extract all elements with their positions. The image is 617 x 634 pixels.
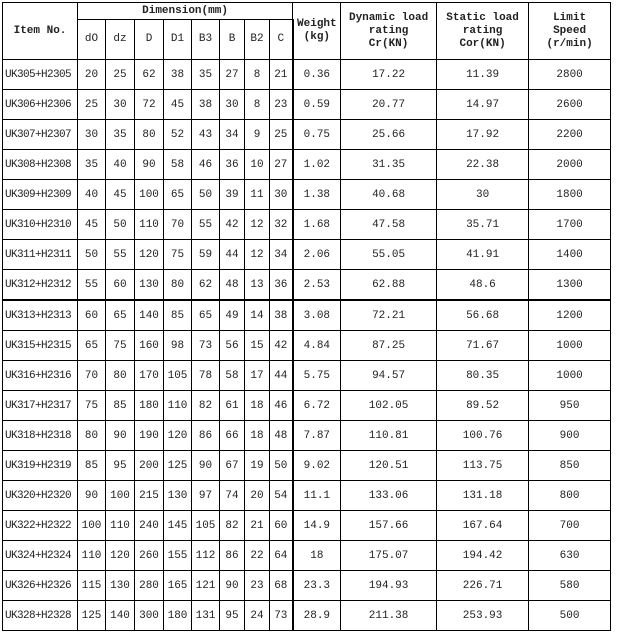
cell-d: 160 [135, 331, 164, 361]
cell-b2: 23 [245, 571, 270, 601]
table-row [3, 571, 611, 601]
header-static-line-1: Static load [446, 11, 519, 24]
cell-c: 25 [270, 120, 293, 150]
cell-b: 44 [220, 240, 245, 270]
cell-b2: 19 [245, 451, 270, 481]
cell-d0: 115 [78, 571, 106, 601]
cell-b2: 20 [245, 481, 270, 511]
cell-weight: 7.87 [293, 421, 341, 451]
cell-d0: 25 [78, 90, 106, 120]
header-dimension-group: Dimension(mm) [78, 3, 293, 20]
table-row [3, 511, 611, 541]
cell-static-load: 14.97 [437, 90, 529, 120]
cell-item-no: UK308+H2308 [3, 150, 78, 180]
cell-d: 280 [135, 571, 164, 601]
cell-limit-speed: 800 [529, 481, 611, 511]
header-dynamic-line-2: rating [368, 24, 409, 37]
cell-b: 34 [220, 120, 245, 150]
cell-d0: 30 [78, 120, 106, 150]
cell-b3: 78 [192, 361, 220, 391]
cell-d0: 110 [78, 541, 106, 571]
cell-item-no: UK324+H2324 [3, 541, 78, 571]
cell-b3: 90 [192, 451, 220, 481]
cell-item-no: UK322+H2322 [3, 511, 78, 541]
table-row [3, 180, 611, 210]
table-row [3, 270, 611, 301]
cell-weight: 0.36 [293, 60, 341, 90]
cell-b2: 15 [245, 331, 270, 361]
cell-d1: 65 [164, 180, 192, 210]
header-dim-c: C [270, 20, 293, 60]
cell-b3: 97 [192, 481, 220, 511]
cell-c: 46 [270, 391, 293, 421]
cell-static-load: 100.76 [437, 421, 529, 451]
header-dynamic-load [341, 3, 437, 60]
cell-dynamic-load: 94.57 [341, 361, 437, 391]
header-weight-line-1: Weight [297, 18, 337, 30]
header-weight [293, 3, 341, 60]
cell-item-no: UK316+H2316 [3, 361, 78, 391]
cell-dynamic-load: 40.68 [341, 180, 437, 210]
cell-item-no: UK315+H2315 [3, 331, 78, 361]
header-dim-d1: D1 [164, 20, 192, 60]
cell-d: 260 [135, 541, 164, 571]
cell-dynamic-load: 20.77 [341, 90, 437, 120]
cell-c: 54 [270, 481, 293, 511]
cell-dz: 120 [106, 541, 135, 571]
cell-limit-speed: 700 [529, 511, 611, 541]
cell-c: 21 [270, 60, 293, 90]
cell-static-load: 253.93 [437, 601, 529, 631]
cell-d1: 120 [164, 421, 192, 451]
cell-d1: 125 [164, 451, 192, 481]
table-row [3, 210, 611, 240]
cell-b2: 21 [245, 511, 270, 541]
header-dim-b3: B3 [192, 20, 220, 60]
cell-limit-speed: 1400 [529, 240, 611, 270]
cell-b3: 43 [192, 120, 220, 150]
cell-item-no: UK312+H2312 [3, 270, 78, 301]
cell-d: 190 [135, 421, 164, 451]
cell-item-no: UK310+H2310 [3, 210, 78, 240]
cell-dynamic-load: 55.05 [341, 240, 437, 270]
cell-d0: 40 [78, 180, 106, 210]
cell-weight: 0.59 [293, 90, 341, 120]
cell-b3: 112 [192, 541, 220, 571]
cell-d1: 85 [164, 300, 192, 331]
cell-item-no: UK313+H2313 [3, 300, 78, 331]
cell-b: 49 [220, 300, 245, 331]
cell-d: 110 [135, 210, 164, 240]
cell-dynamic-load: 47.58 [341, 210, 437, 240]
cell-dz: 75 [106, 331, 135, 361]
cell-c: 64 [270, 541, 293, 571]
cell-b3: 62 [192, 270, 220, 301]
cell-d1: 145 [164, 511, 192, 541]
cell-b: 61 [220, 391, 245, 421]
cell-c: 44 [270, 361, 293, 391]
table-row [3, 150, 611, 180]
cell-dynamic-load: 120.51 [341, 451, 437, 481]
header-dim-b2: B2 [245, 20, 270, 60]
cell-b: 95 [220, 601, 245, 631]
cell-b: 86 [220, 541, 245, 571]
cell-weight: 18 [293, 541, 341, 571]
cell-dynamic-load: 211.38 [341, 601, 437, 631]
cell-d0: 80 [78, 421, 106, 451]
cell-d0: 20 [78, 60, 106, 90]
cell-dz: 30 [106, 90, 135, 120]
cell-dynamic-load: 110.81 [341, 421, 437, 451]
cell-b: 36 [220, 150, 245, 180]
cell-limit-speed: 900 [529, 421, 611, 451]
table-row [3, 300, 611, 331]
cell-item-no: UK309+H2309 [3, 180, 78, 210]
cell-b3: 59 [192, 240, 220, 270]
cell-b3: 86 [192, 421, 220, 451]
cell-b: 27 [220, 60, 245, 90]
cell-d1: 80 [164, 270, 192, 301]
cell-dynamic-load: 157.66 [341, 511, 437, 541]
cell-b: 74 [220, 481, 245, 511]
cell-d: 300 [135, 601, 164, 631]
cell-weight: 9.02 [293, 451, 341, 481]
cell-dynamic-load: 72.21 [341, 300, 437, 331]
cell-dynamic-load: 25.66 [341, 120, 437, 150]
table-row [3, 120, 611, 150]
cell-d: 240 [135, 511, 164, 541]
cell-dz: 55 [106, 240, 135, 270]
cell-d0: 90 [78, 481, 106, 511]
table-row [3, 331, 611, 361]
cell-dz: 80 [106, 361, 135, 391]
cell-weight: 2.06 [293, 240, 341, 270]
cell-dynamic-load: 102.05 [341, 391, 437, 421]
cell-dz: 110 [106, 511, 135, 541]
cell-d1: 155 [164, 541, 192, 571]
cell-dynamic-load: 194.93 [341, 571, 437, 601]
cell-static-load: 71.67 [437, 331, 529, 361]
header-weight-line-2: (kg) [303, 31, 331, 43]
cell-b: 30 [220, 90, 245, 120]
cell-b2: 10 [245, 150, 270, 180]
cell-dz: 95 [106, 451, 135, 481]
cell-dz: 130 [106, 571, 135, 601]
cell-b3: 82 [192, 391, 220, 421]
cell-weight: 5.75 [293, 361, 341, 391]
cell-b: 58 [220, 361, 245, 391]
cell-d0: 125 [78, 601, 106, 631]
cell-limit-speed: 2200 [529, 120, 611, 150]
cell-b2: 17 [245, 361, 270, 391]
cell-c: 68 [270, 571, 293, 601]
cell-d0: 65 [78, 331, 106, 361]
cell-d: 200 [135, 451, 164, 481]
cell-item-no: UK328+H2328 [3, 601, 78, 631]
cell-static-load: 41.91 [437, 240, 529, 270]
cell-b: 56 [220, 331, 245, 361]
cell-d1: 45 [164, 90, 192, 120]
cell-static-load: 131.18 [437, 481, 529, 511]
cell-c: 30 [270, 180, 293, 210]
cell-d1: 130 [164, 481, 192, 511]
cell-d0: 50 [78, 240, 106, 270]
cell-weight: 11.1 [293, 481, 341, 511]
cell-limit-speed: 1200 [529, 300, 611, 331]
cell-limit-speed: 1000 [529, 361, 611, 391]
cell-limit-speed: 1700 [529, 210, 611, 240]
cell-d0: 85 [78, 451, 106, 481]
header-dynamic-line-1: Dynamic load [348, 11, 429, 24]
cell-limit-speed: 2000 [529, 150, 611, 180]
cell-b2: 9 [245, 120, 270, 150]
cell-weight: 28.9 [293, 601, 341, 631]
cell-d0: 45 [78, 210, 106, 240]
cell-item-no: UK306+H2306 [3, 90, 78, 120]
cell-static-load: 167.64 [437, 511, 529, 541]
cell-d0: 75 [78, 391, 106, 421]
cell-c: 27 [270, 150, 293, 180]
cell-b2: 22 [245, 541, 270, 571]
cell-item-no: UK305+H2305 [3, 60, 78, 90]
cell-item-no: UK326+H2326 [3, 571, 78, 601]
cell-d1: 98 [164, 331, 192, 361]
cell-static-load: 22.38 [437, 150, 529, 180]
header-static-line-2: rating [462, 24, 503, 37]
header-static-load [437, 3, 529, 60]
table-row [3, 391, 611, 421]
cell-d0: 100 [78, 511, 106, 541]
cell-b: 48 [220, 270, 245, 301]
table-row [3, 240, 611, 270]
cell-c: 23 [270, 90, 293, 120]
cell-b2: 12 [245, 240, 270, 270]
cell-d0: 35 [78, 150, 106, 180]
cell-d1: 52 [164, 120, 192, 150]
cell-b: 39 [220, 180, 245, 210]
table-row [3, 481, 611, 511]
cell-dz: 50 [106, 210, 135, 240]
cell-dynamic-load: 175.07 [341, 541, 437, 571]
cell-b3: 131 [192, 601, 220, 631]
cell-static-load: 89.52 [437, 391, 529, 421]
cell-dz: 65 [106, 300, 135, 331]
cell-c: 38 [270, 300, 293, 331]
cell-b2: 24 [245, 601, 270, 631]
cell-d: 130 [135, 270, 164, 301]
cell-b3: 121 [192, 571, 220, 601]
cell-d: 80 [135, 120, 164, 150]
cell-weight: 1.38 [293, 180, 341, 210]
cell-c: 50 [270, 451, 293, 481]
cell-weight: 6.72 [293, 391, 341, 421]
cell-item-no: UK320+H2320 [3, 481, 78, 511]
cell-b2: 8 [245, 90, 270, 120]
header-static-line-3: Cor(KN) [459, 37, 506, 50]
header-limit-speed [529, 3, 611, 60]
table-header [3, 3, 611, 60]
cell-item-no: UK319+H2319 [3, 451, 78, 481]
cell-b2: 18 [245, 421, 270, 451]
cell-d1: 105 [164, 361, 192, 391]
cell-static-load: 113.75 [437, 451, 529, 481]
cell-dz: 140 [106, 601, 135, 631]
cell-d1: 180 [164, 601, 192, 631]
cell-static-load: 17.92 [437, 120, 529, 150]
cell-d: 140 [135, 300, 164, 331]
cell-b3: 55 [192, 210, 220, 240]
table-row [3, 361, 611, 391]
cell-dz: 100 [106, 481, 135, 511]
cell-weight: 2.53 [293, 270, 341, 301]
cell-c: 42 [270, 331, 293, 361]
cell-dynamic-load: 62.88 [341, 270, 437, 301]
cell-c: 36 [270, 270, 293, 301]
cell-weight: 3.08 [293, 300, 341, 331]
cell-static-load: 30 [437, 180, 529, 210]
cell-b2: 18 [245, 391, 270, 421]
cell-dz: 40 [106, 150, 135, 180]
bearing-spec-table [2, 2, 611, 631]
table-row [3, 451, 611, 481]
cell-static-load: 80.35 [437, 361, 529, 391]
cell-weight: 23.3 [293, 571, 341, 601]
cell-limit-speed: 950 [529, 391, 611, 421]
header-item-no: Item No. [3, 3, 78, 60]
cell-c: 73 [270, 601, 293, 631]
cell-dynamic-load: 17.22 [341, 60, 437, 90]
cell-weight: 14.9 [293, 511, 341, 541]
cell-b2: 14 [245, 300, 270, 331]
cell-weight: 1.68 [293, 210, 341, 240]
cell-static-load: 11.39 [437, 60, 529, 90]
cell-d1: 110 [164, 391, 192, 421]
cell-d: 72 [135, 90, 164, 120]
header-dynamic-line-3: Cr(KN) [368, 37, 409, 50]
cell-d: 215 [135, 481, 164, 511]
table-row [3, 60, 611, 90]
cell-d1: 38 [164, 60, 192, 90]
header-dim-b: B [220, 20, 245, 60]
header-dim-d0: dO [78, 20, 106, 60]
cell-d: 62 [135, 60, 164, 90]
cell-limit-speed: 1300 [529, 270, 611, 301]
cell-d0: 60 [78, 300, 106, 331]
cell-b2: 8 [245, 60, 270, 90]
cell-limit-speed: 630 [529, 541, 611, 571]
header-row-top [3, 3, 611, 20]
cell-b: 67 [220, 451, 245, 481]
cell-limit-speed: 1800 [529, 180, 611, 210]
cell-limit-speed: 500 [529, 601, 611, 631]
cell-d: 100 [135, 180, 164, 210]
cell-item-no: UK307+H2307 [3, 120, 78, 150]
table-wrapper [2, 2, 611, 631]
cell-item-no: UK317+H2317 [3, 391, 78, 421]
table-row [3, 90, 611, 120]
header-speed-line-2: Speed [553, 24, 587, 37]
cell-d: 180 [135, 391, 164, 421]
cell-b2: 12 [245, 210, 270, 240]
cell-static-load: 56.68 [437, 300, 529, 331]
cell-weight: 1.02 [293, 150, 341, 180]
cell-limit-speed: 580 [529, 571, 611, 601]
cell-d0: 55 [78, 270, 106, 301]
header-speed-line-3: (r/min) [546, 37, 593, 50]
cell-b: 66 [220, 421, 245, 451]
cell-dynamic-load: 133.06 [341, 481, 437, 511]
cell-static-load: 194.42 [437, 541, 529, 571]
cell-b3: 38 [192, 90, 220, 120]
cell-dz: 35 [106, 120, 135, 150]
table-row [3, 541, 611, 571]
header-dim-dz: dz [106, 20, 135, 60]
cell-static-load: 35.71 [437, 210, 529, 240]
cell-b3: 35 [192, 60, 220, 90]
cell-d1: 70 [164, 210, 192, 240]
table-row [3, 601, 611, 631]
cell-b3: 65 [192, 300, 220, 331]
header-speed-line-1: Limit [553, 11, 587, 24]
cell-c: 32 [270, 210, 293, 240]
cell-b3: 46 [192, 150, 220, 180]
cell-d1: 58 [164, 150, 192, 180]
cell-b3: 73 [192, 331, 220, 361]
cell-item-no: UK311+H2311 [3, 240, 78, 270]
cell-limit-speed: 2600 [529, 90, 611, 120]
header-dim-d: D [135, 20, 164, 60]
cell-static-load: 226.71 [437, 571, 529, 601]
cell-dynamic-load: 87.25 [341, 331, 437, 361]
cell-b2: 11 [245, 180, 270, 210]
cell-limit-speed: 850 [529, 451, 611, 481]
cell-b3: 105 [192, 511, 220, 541]
table-row [3, 421, 611, 451]
cell-d0: 70 [78, 361, 106, 391]
table-body [3, 60, 611, 631]
cell-d: 120 [135, 240, 164, 270]
cell-b2: 13 [245, 270, 270, 301]
cell-d: 170 [135, 361, 164, 391]
cell-c: 60 [270, 511, 293, 541]
cell-c: 48 [270, 421, 293, 451]
cell-dz: 85 [106, 391, 135, 421]
cell-dynamic-load: 31.35 [341, 150, 437, 180]
cell-b: 90 [220, 571, 245, 601]
cell-item-no: UK318+H2318 [3, 421, 78, 451]
cell-weight: 0.75 [293, 120, 341, 150]
cell-dz: 45 [106, 180, 135, 210]
cell-d1: 75 [164, 240, 192, 270]
cell-d1: 165 [164, 571, 192, 601]
cell-dz: 25 [106, 60, 135, 90]
cell-b3: 50 [192, 180, 220, 210]
cell-d: 90 [135, 150, 164, 180]
cell-weight: 4.84 [293, 331, 341, 361]
cell-b: 82 [220, 511, 245, 541]
cell-dz: 60 [106, 270, 135, 301]
cell-b: 42 [220, 210, 245, 240]
cell-dz: 90 [106, 421, 135, 451]
cell-c: 34 [270, 240, 293, 270]
cell-static-load: 48.6 [437, 270, 529, 301]
cell-limit-speed: 1000 [529, 331, 611, 361]
cell-limit-speed: 2800 [529, 60, 611, 90]
